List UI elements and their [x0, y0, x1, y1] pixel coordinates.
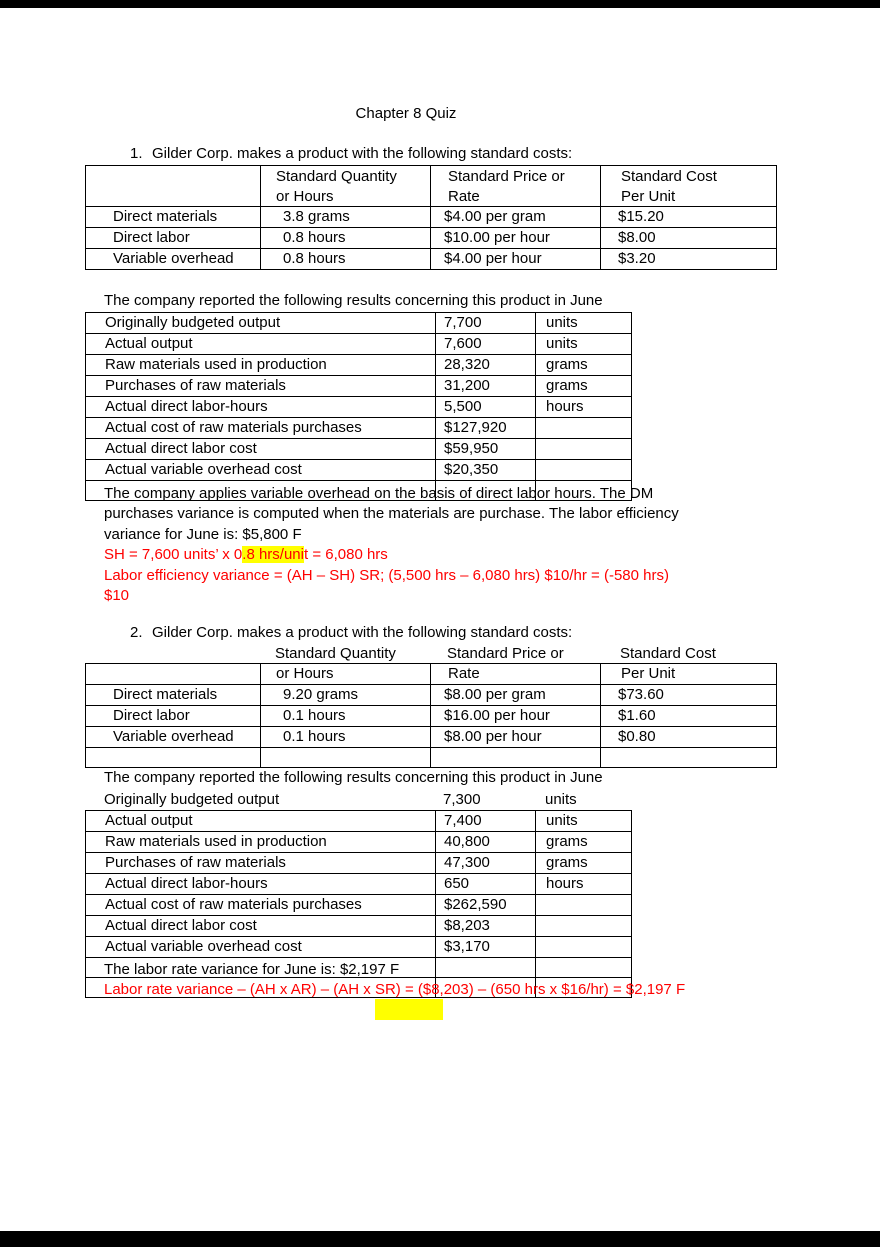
std-cell-unit-cost: $3.20	[601, 249, 777, 270]
result-unit: grams	[536, 376, 632, 397]
highlighted-text: .8 hrs/uni	[242, 546, 304, 564]
q1-answer-line: The company applies variable overhead on the basis of direct labor hours. The DM	[104, 485, 654, 502]
header-cell-blank	[86, 664, 261, 685]
table-row	[86, 376, 632, 397]
result-unit: units	[536, 313, 632, 334]
std-cell-price: $4.00 per gram	[431, 207, 601, 228]
table-row	[86, 832, 632, 853]
result-label: Actual direct labor-hours	[86, 397, 436, 418]
result-label: Raw materials used in production	[86, 832, 436, 853]
table-row	[86, 355, 632, 376]
result-value: 40,800	[436, 832, 536, 853]
question-2-number: 2.	[130, 624, 143, 641]
result-value: 5,500	[436, 397, 536, 418]
std-cell-unit-cost: $0.80	[601, 727, 777, 748]
result-label: Purchases of raw materials	[86, 376, 436, 397]
table-row	[86, 685, 777, 706]
header-cell-unit-cost	[601, 166, 777, 207]
question-2-intro-text: Gilder Corp. makes a product with the following standard costs:	[152, 624, 573, 641]
question-1-intro-text: Gilder Corp. makes a product with the following standard costs:	[152, 145, 573, 162]
header-line: or Hours	[276, 188, 334, 205]
q1-work-lev-formula-line1: Labor efficiency variance = (AH – SH) SR; (5,500 hrs – 6,080 hrs) $10/hr = (-580 hrs)	[104, 566, 669, 584]
result-value: $59,950	[436, 439, 536, 460]
table-row	[86, 207, 777, 228]
table-row	[86, 460, 632, 481]
table-header-row	[86, 664, 777, 685]
header-cell-quantity: or Hours	[261, 664, 431, 685]
result-unit: hours	[536, 874, 632, 895]
std-cell-qty: 0.1 hours	[261, 727, 431, 748]
std-cell-price: $8.00 per gram	[431, 685, 601, 706]
bottom-border-bar	[0, 1231, 880, 1247]
result-unit	[536, 937, 632, 958]
header-cell-unit-cost: Per Unit	[601, 664, 777, 685]
result-value: 28,320	[436, 355, 536, 376]
std-cell-price: $4.00 per hour	[431, 249, 601, 270]
result-label: Actual variable overhead cost	[86, 937, 436, 958]
result-label: Actual direct labor cost	[86, 439, 436, 460]
result-label: Actual direct labor-hours	[86, 874, 436, 895]
header-line	[113, 186, 260, 187]
std-cell-unit-cost: $8.00	[601, 228, 777, 249]
std-cell-qty: 0.8 hours	[261, 228, 431, 249]
result-unit: grams	[536, 853, 632, 874]
header-cell-quantity	[261, 166, 431, 207]
header-cell-blank	[86, 166, 261, 207]
result-unit: units	[536, 334, 632, 355]
q1-answer-line: purchases variance is computed when the materials are purchase. The labor efficiency	[104, 505, 679, 523]
page-title: Chapter 8 Quiz	[355, 105, 457, 122]
std-cell-qty: 3.8 grams	[261, 207, 431, 228]
empty-cell	[86, 748, 261, 768]
result-unit: units	[536, 811, 632, 832]
header-quantity: Standard Quantity	[275, 645, 396, 662]
result-unit	[536, 439, 632, 460]
work-sh-post: t = 6,080 hrs	[303, 546, 388, 564]
table-row-empty	[86, 748, 777, 768]
result-unit: hours	[536, 397, 632, 418]
result-unit	[536, 460, 632, 481]
table-row	[86, 853, 632, 874]
result-unit	[536, 916, 632, 937]
table-row	[86, 228, 777, 249]
result-value: $127,920	[436, 418, 536, 439]
q1-results-table	[85, 312, 632, 501]
result-value: 7,400	[436, 811, 536, 832]
header-unit-cost: Standard Cost	[620, 645, 716, 662]
result-value: 650	[436, 874, 536, 895]
header-blank	[85, 645, 260, 662]
empty-cell	[431, 748, 601, 768]
table-row	[86, 874, 632, 895]
top-border-bar	[0, 0, 880, 8]
table-row	[86, 397, 632, 418]
q1-work-lev-formula-line2: $10	[104, 586, 130, 604]
result-value: $262,590	[436, 895, 536, 916]
result-value: 7,700	[436, 313, 536, 334]
std-cell-unit-cost: $1.60	[601, 706, 777, 727]
std-cell-label: Direct materials	[86, 207, 261, 228]
result-value: $3,170	[436, 937, 536, 958]
result-value: $20,350	[436, 460, 536, 481]
std-cell-label: Direct labor	[86, 228, 261, 249]
empty-cell	[601, 748, 777, 768]
header-line: Standard Price or	[448, 168, 565, 185]
result-unit	[536, 895, 632, 916]
empty-cell	[261, 748, 431, 768]
std-cell-label: Variable overhead	[86, 249, 261, 270]
table-row	[86, 334, 632, 355]
std-cell-label: Direct materials	[86, 685, 261, 706]
q1-results-intro: The company reported the following results concerning this product in June	[104, 292, 603, 309]
table-row	[86, 895, 632, 916]
std-cell-qty: 0.1 hours	[261, 706, 431, 727]
q2-answer-line: The labor rate variance for June is: $2,197 F	[104, 961, 400, 978]
q2-results-first-row	[85, 790, 631, 810]
table-row	[86, 418, 632, 439]
header-cell-price	[431, 166, 601, 207]
table-row	[86, 249, 777, 270]
question-2-line	[130, 624, 572, 641]
result-label: Actual direct labor cost	[86, 916, 436, 937]
table-row	[86, 916, 632, 937]
question-1-line	[130, 145, 572, 162]
highlight-block	[375, 999, 443, 1020]
result-value: 7,300	[443, 791, 481, 808]
result-label: Originally budgeted output	[104, 791, 280, 808]
result-label: Raw materials used in production	[86, 355, 436, 376]
std-cell-qty: 9.20 grams	[261, 685, 431, 706]
work-sh-pre: SH = 7,600 units’ x 0	[104, 546, 243, 564]
result-unit: grams	[536, 355, 632, 376]
q1-answer-line: variance for June is: $5,800 F	[104, 525, 302, 543]
std-cell-label: Direct labor	[86, 706, 261, 727]
result-label: Purchases of raw materials	[86, 853, 436, 874]
q2-answer-block	[104, 960, 685, 1001]
result-value: 47,300	[436, 853, 536, 874]
std-cell-qty: 0.8 hours	[261, 249, 431, 270]
result-label: Actual variable overhead cost	[86, 460, 436, 481]
result-value: $8,203	[436, 916, 536, 937]
header-line: Per Unit	[621, 188, 676, 205]
result-value: 31,200	[436, 376, 536, 397]
std-cell-price: $16.00 per hour	[431, 706, 601, 727]
std-cell-unit-cost: $73.60	[601, 685, 777, 706]
question-1-number: 1.	[130, 145, 143, 162]
q1-work-sh-formula	[104, 545, 679, 565]
result-label: Actual cost of raw materials purchases	[86, 895, 436, 916]
table-row	[86, 313, 632, 334]
q2-work-formula: Labor rate variance – (AH x AR) – (AH x SR) = ($8,203) – (650 hrs x $16/hr) = $2,197 F	[104, 981, 686, 999]
header-price: Standard Price or	[447, 645, 564, 662]
std-cell-price: $8.00 per hour	[431, 727, 601, 748]
table-row	[86, 937, 632, 958]
table-row	[86, 439, 632, 460]
header-line: Rate	[448, 188, 480, 205]
result-unit: grams	[536, 832, 632, 853]
std-cell-label: Variable overhead	[86, 727, 261, 748]
result-unit	[536, 418, 632, 439]
std-cell-unit-cost: $15.20	[601, 207, 777, 228]
result-unit: units	[545, 791, 577, 808]
q1-standard-costs-table	[85, 165, 777, 270]
header-cell-price: Rate	[431, 664, 601, 685]
result-label: Actual output	[86, 811, 436, 832]
result-label: Actual output	[86, 334, 436, 355]
result-label: Actual cost of raw materials purchases	[86, 418, 436, 439]
q2-results-intro: The company reported the following results concerning this product in June	[104, 769, 603, 786]
result-label: Originally budgeted output	[86, 313, 436, 334]
header-line: Standard Quantity	[276, 168, 397, 185]
q1-answer-block	[104, 484, 679, 606]
table-header-row	[86, 166, 777, 207]
q2-standard-costs-table	[85, 663, 777, 768]
std-cell-price: $10.00 per hour	[431, 228, 601, 249]
table-row	[86, 811, 632, 832]
header-line: Standard Cost	[621, 168, 717, 185]
table-row	[86, 706, 777, 727]
result-value: 7,600	[436, 334, 536, 355]
q2-standard-costs-header-row	[85, 645, 776, 662]
table-row	[86, 727, 777, 748]
